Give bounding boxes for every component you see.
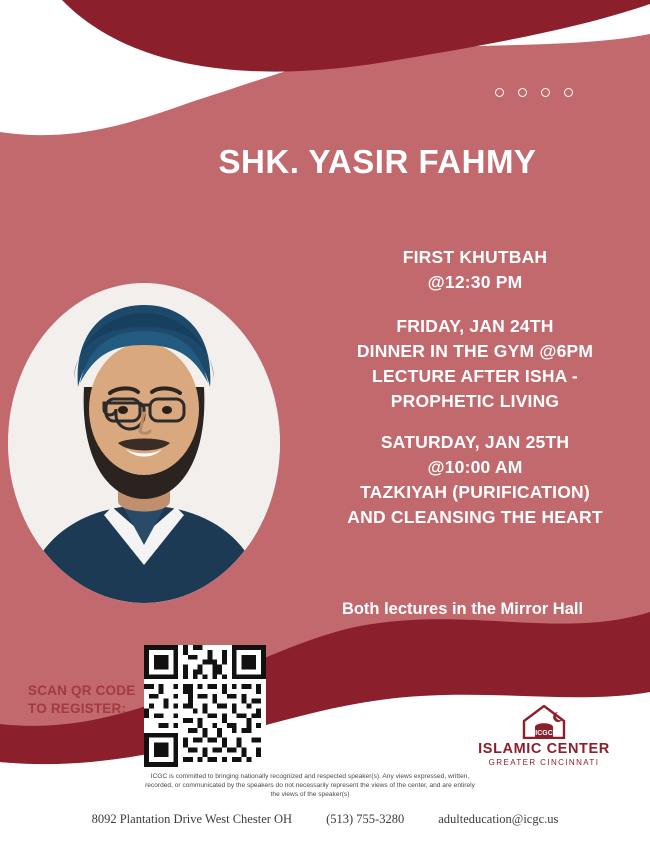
footer-email[interactable]: adulteducation@icgc.us	[438, 812, 559, 826]
dot-icon	[495, 88, 504, 97]
schedule-block	[320, 245, 630, 530]
venue-note: Both lectures in the Mirror Hall	[341, 600, 584, 618]
schedule-line: SATURDAY, JAN 25TH	[380, 432, 570, 452]
scan-instruction: SCAN QR CODE TO REGISTER:	[28, 683, 136, 716]
schedule-line: TAZKIYAH (PURIFICATION)	[360, 482, 590, 502]
schedule-line: @12:30 PM	[427, 272, 523, 292]
logo-name: ISLAMIC CENTER	[478, 741, 610, 757]
mosque-icon-graphic	[521, 705, 567, 739]
organization-logo	[478, 705, 610, 767]
speaker-portrait	[8, 283, 280, 603]
qr-code-graphic[interactable]	[144, 645, 266, 767]
logo-badge-text: ICGC	[535, 730, 553, 737]
schedule-line: PROPHETIC LIVING	[390, 391, 560, 411]
portrait-circle	[8, 283, 280, 603]
footer-phone: (513) 755-3280	[326, 812, 405, 826]
schedule-line: DINNER IN THE GYM @6PM	[356, 341, 594, 361]
logo-subtitle: GREATER CINCINNATI	[488, 758, 600, 767]
schedule-line: LECTURE AFTER ISHA -	[372, 366, 578, 386]
footer-address: 8092 Plantation Drive West Chester OH	[91, 812, 293, 826]
footer-contact	[0, 812, 650, 827]
dot-icon	[518, 88, 527, 97]
schedule-line: @10:00 AM	[427, 457, 523, 477]
schedule-line: AND CLEANSING THE HEART	[347, 507, 603, 527]
decorative-dots	[495, 88, 573, 97]
disclaimer-text: ICGC is committed to bringing nationally recognized and respected speaker(s). Any views expressed, written, recorded, or communicated by the speakers do not necessarily represent the views of the center, and are entirely the views of the speaker(s)	[145, 773, 475, 799]
schedule-line: FRIDAY, JAN 24TH	[396, 316, 554, 336]
mosque-icon	[521, 705, 567, 739]
qr-code[interactable]	[144, 645, 266, 767]
schedule-line: FIRST KHUTBAH	[402, 247, 548, 267]
dot-icon	[564, 88, 573, 97]
dot-icon	[541, 88, 550, 97]
speaker-title: SHK. YASIR FAHMY	[218, 143, 537, 180]
portrait-illustration	[8, 283, 280, 603]
